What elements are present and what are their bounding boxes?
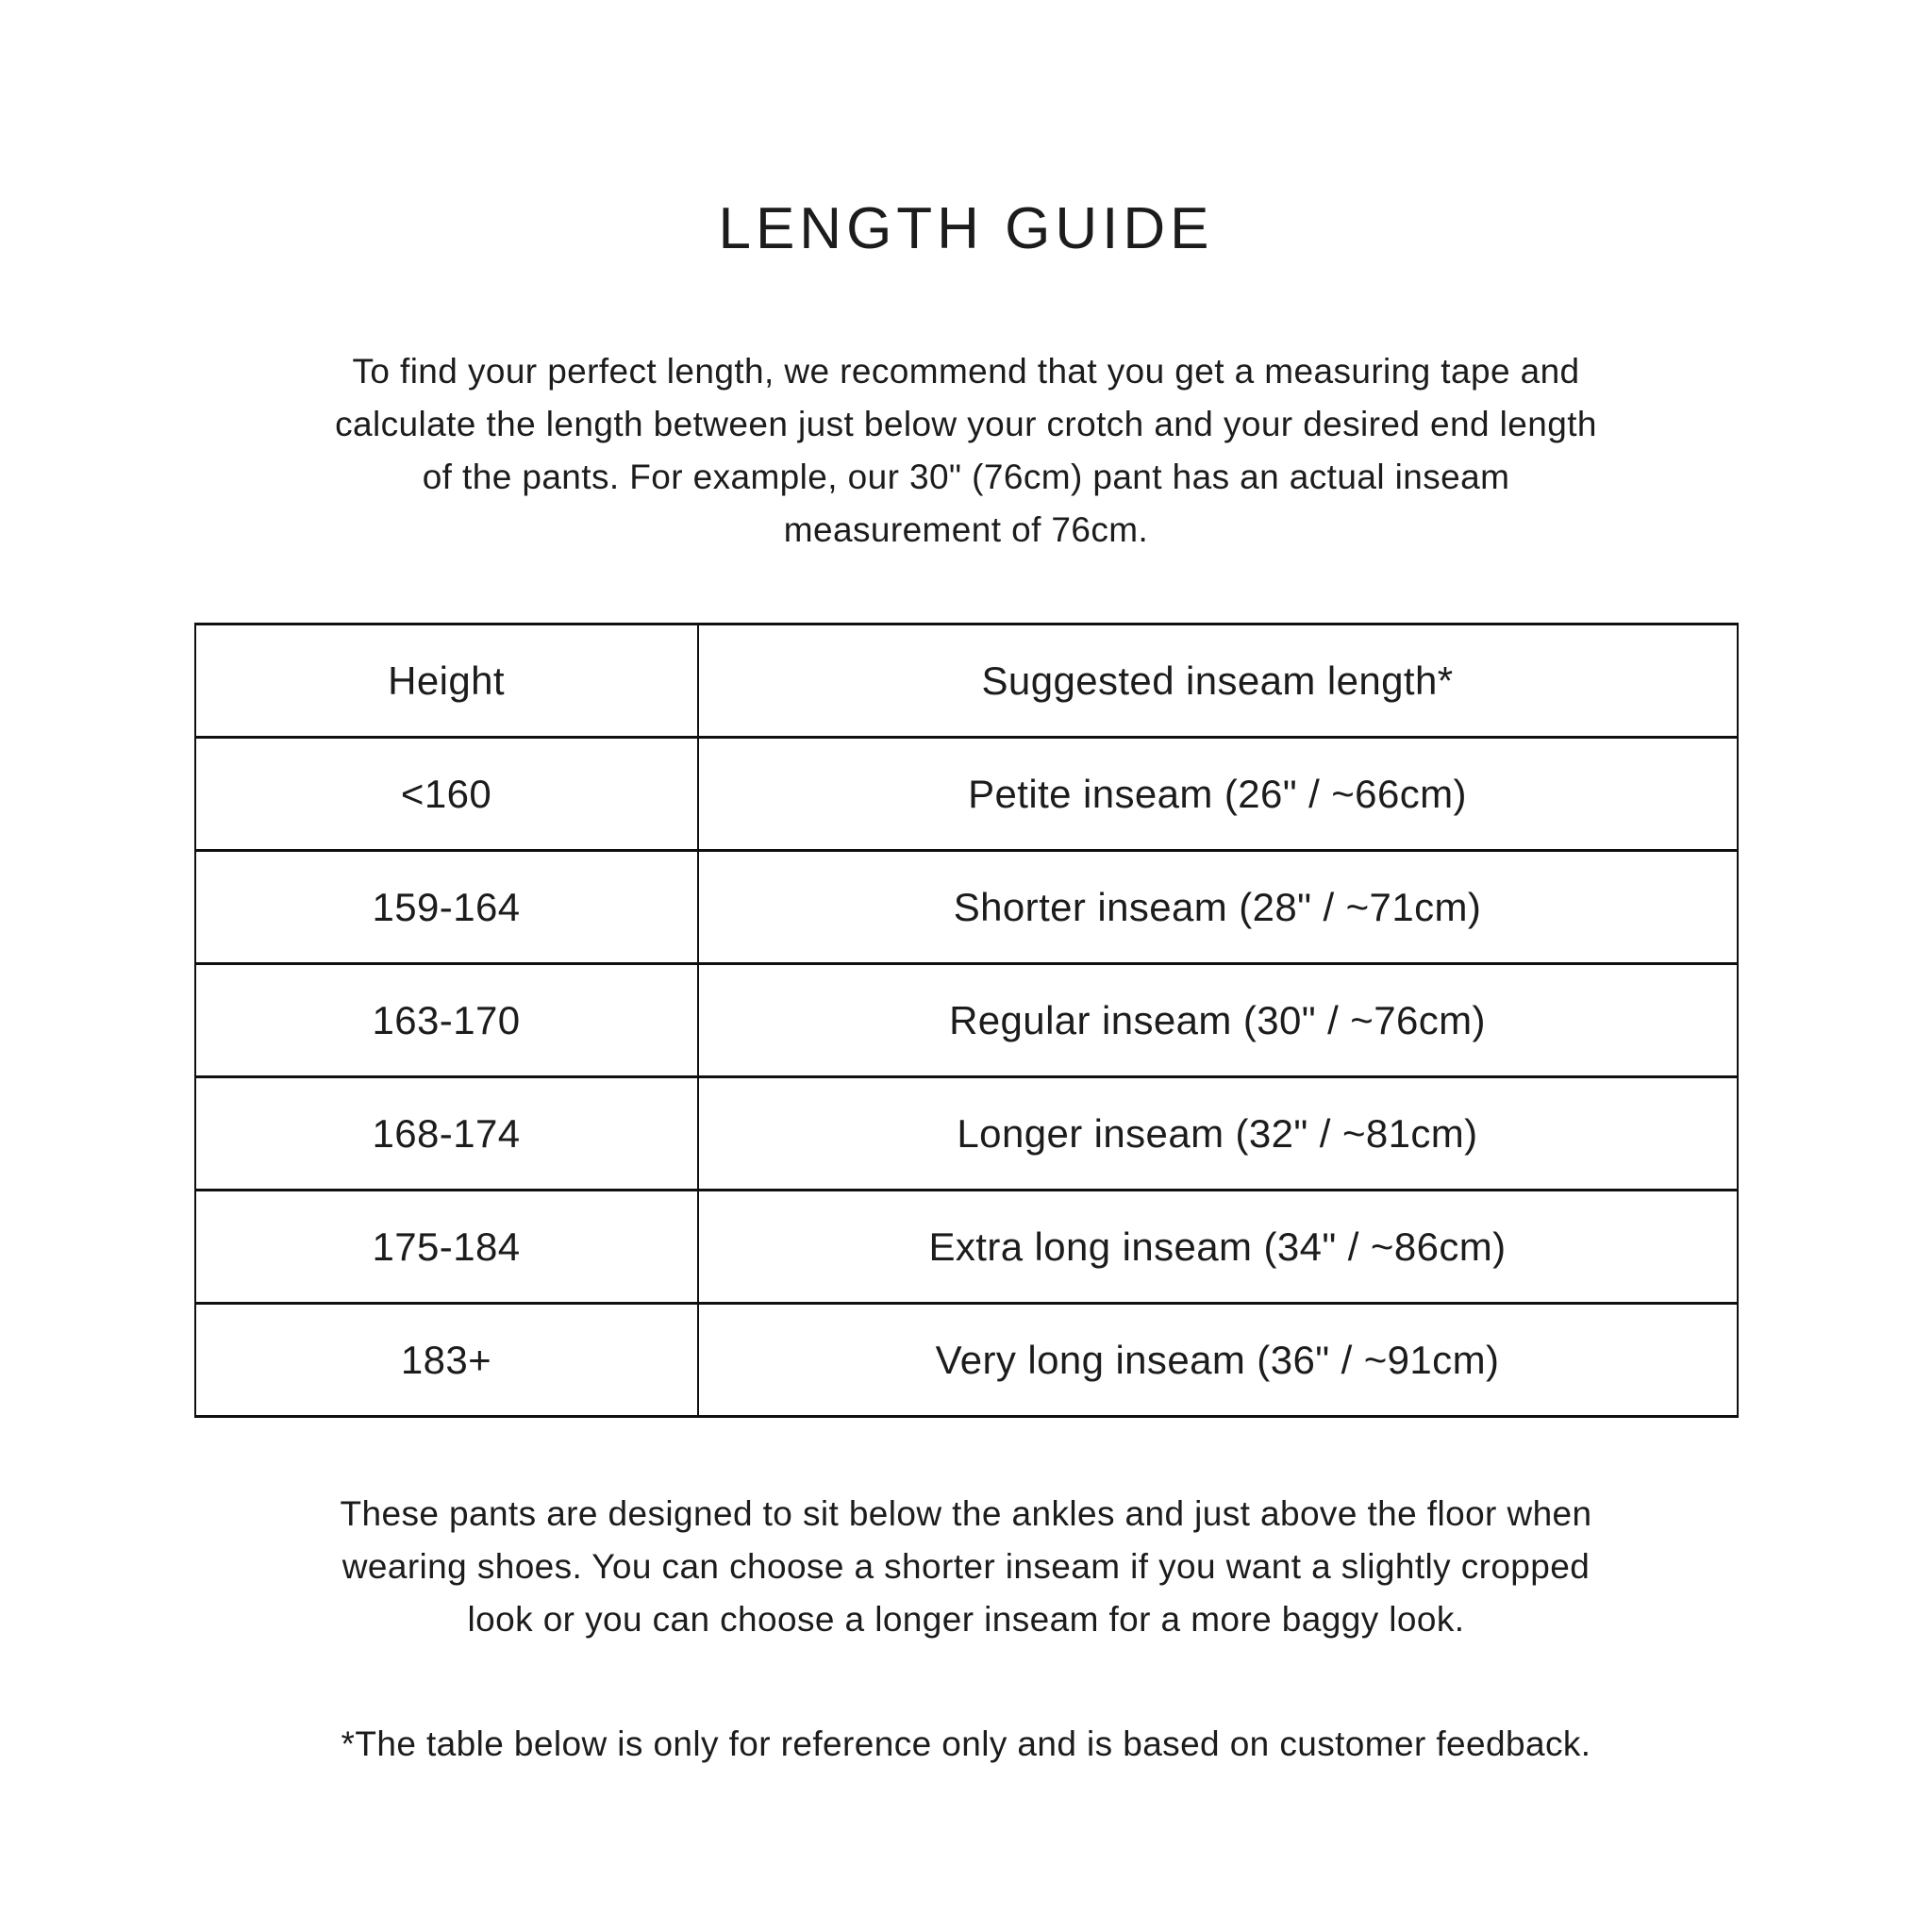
cell-height: 159-164 (195, 851, 698, 964)
cell-height: 168-174 (195, 1077, 698, 1191)
intro-paragraph (0, 345, 1932, 557)
cell-inseam: Longer inseam (32" / ~81cm) (698, 1077, 1738, 1191)
table-row (195, 964, 1738, 1077)
note-line-3: look or you can choose a longer inseam for a more baggy look. (467, 1600, 1465, 1639)
cell-inseam: Extra long inseam (34" / ~86cm) (698, 1191, 1738, 1304)
intro-line-3: of the pants. For example, our 30" (76cm) pant has an actual inseam (422, 458, 1510, 496)
length-guide-table (194, 623, 1739, 1418)
cell-height: 183+ (195, 1304, 698, 1417)
intro-line-4: measurement of 76cm. (783, 510, 1149, 549)
table-row (195, 1191, 1738, 1304)
page-title: LENGTH GUIDE (718, 196, 1214, 261)
cell-inseam: Petite inseam (26" / ~66cm) (698, 738, 1738, 851)
header-inseam: Suggested inseam length* (698, 625, 1738, 738)
table-header-row (195, 625, 1738, 738)
table-row (195, 1304, 1738, 1417)
cell-height: <160 (195, 738, 698, 851)
intro-line-2: calculate the length between just below your crotch and your desired end length (335, 405, 1597, 443)
reference-footnote: *The table below is only for reference only and is based on customer feedback. (341, 1724, 1591, 1763)
note-line-1: These pants are designed to sit below the ankles and just above the floor when (340, 1494, 1592, 1533)
intro-line-1: To find your perfect length, we recommend that you get a measuring tape and (352, 352, 1580, 391)
table-row (195, 1077, 1738, 1191)
cell-inseam: Very long inseam (36" / ~91cm) (698, 1304, 1738, 1417)
header-height: Height (195, 625, 698, 738)
table-row (195, 738, 1738, 851)
cell-height: 163-170 (195, 964, 698, 1077)
cell-inseam: Shorter inseam (28" / ~71cm) (698, 851, 1738, 964)
note-line-2: wearing shoes. You can choose a shorter inseam if you want a slightly cropped (341, 1547, 1591, 1586)
table-row (195, 851, 1738, 964)
cell-inseam: Regular inseam (30" / ~76cm) (698, 964, 1738, 1077)
fit-note-paragraph (0, 1488, 1932, 1646)
cell-height: 175-184 (195, 1191, 698, 1304)
